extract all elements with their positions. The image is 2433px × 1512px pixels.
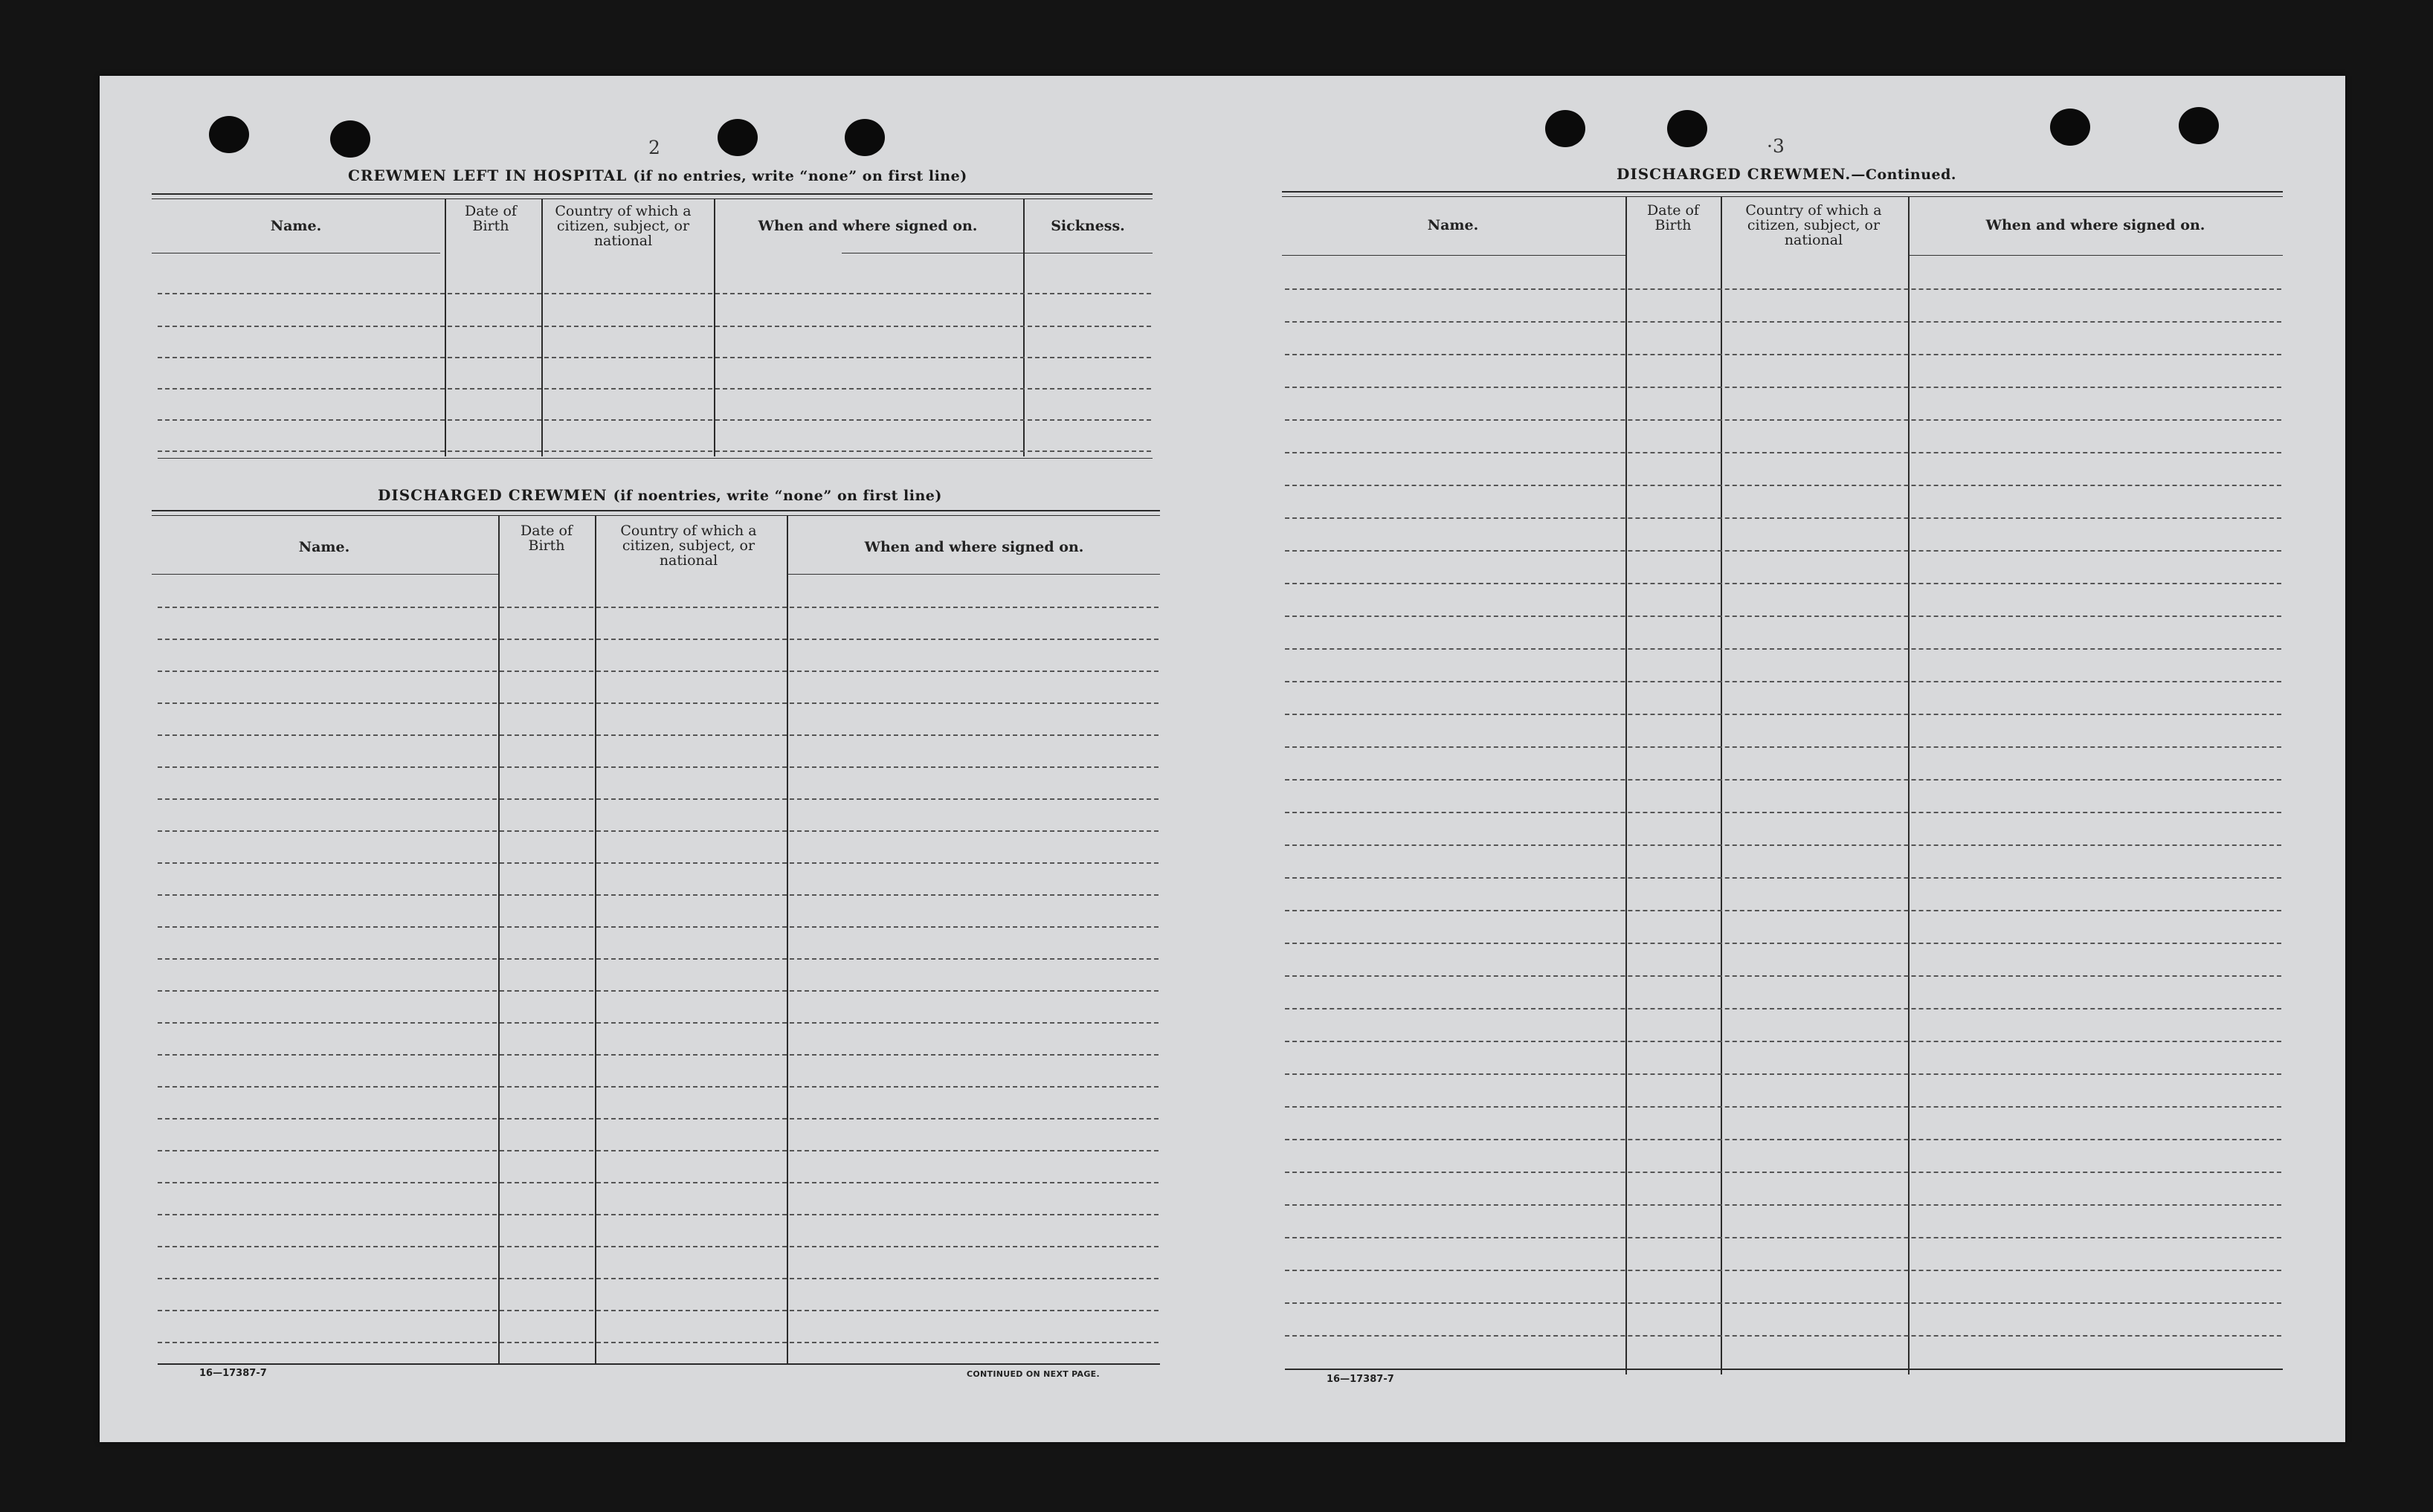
discharged-continued-title <box>1617 165 1956 183</box>
right-col-name: Name. <box>1427 217 1479 233</box>
punch-hole <box>2050 109 2090 146</box>
discharged-table-left <box>152 510 1160 1372</box>
hospital-col-signed-on: When and where signed on. <box>758 218 978 234</box>
discharged-continued-suffix: —Continued. <box>1851 167 1957 183</box>
punch-hole <box>1545 110 1585 147</box>
page-number-left: 2 <box>648 137 660 158</box>
punch-hole <box>2179 107 2219 144</box>
right-col-date-of-birth: Date of Birth <box>1647 202 1699 233</box>
punch-hole <box>845 119 885 156</box>
discharged-col-name: Name. <box>298 539 350 555</box>
hospital-col-name: Name. <box>270 218 322 234</box>
page-number-right: ·3 <box>1767 135 1785 157</box>
hospital-col-country: Country of which a citizen, subject, or national <box>555 203 692 249</box>
discharged-col-signed-on: When and where signed on. <box>864 539 1084 555</box>
hospital-section-title <box>348 167 967 184</box>
discharged-col-date-of-birth: Date of Birth <box>521 523 573 554</box>
continued-note: CONTINUED ON NEXT PAGE. <box>967 1369 1100 1379</box>
discharged-instruction: (if noentries, write “none” on first line) <box>613 488 942 504</box>
form-number-left: 16—17387-7 <box>199 1368 267 1379</box>
right-col-country: Country of which a citizen, subject, or national <box>1745 202 1882 248</box>
hospital-col-sickness: Sickness. <box>1051 218 1125 234</box>
discharged-section-title <box>378 486 942 504</box>
discharged-col-country: Country of which a citizen, subject, or national <box>620 523 757 569</box>
punch-hole <box>1667 110 1707 147</box>
discharged-continued-title-text: DISCHARGED CREWMEN. <box>1617 165 1852 183</box>
hospital-instruction: (if no entries, write “none” on first line) <box>633 168 967 184</box>
discharged-title-text: DISCHARGED CREWMEN <box>378 486 608 504</box>
discharged-table-right <box>1282 191 2283 1380</box>
form-paper <box>100 76 2345 1442</box>
punch-hole <box>330 120 370 158</box>
hospital-col-date-of-birth: Date of Birth <box>465 203 517 234</box>
punch-hole <box>718 119 758 156</box>
hospital-table <box>152 193 1153 535</box>
right-col-signed-on: When and where signed on. <box>1985 217 2205 233</box>
hospital-title-text: CREWMEN LEFT IN HOSPITAL <box>348 167 628 184</box>
punch-hole <box>209 116 249 153</box>
form-number-right: 16—17387-7 <box>1327 1374 1394 1385</box>
